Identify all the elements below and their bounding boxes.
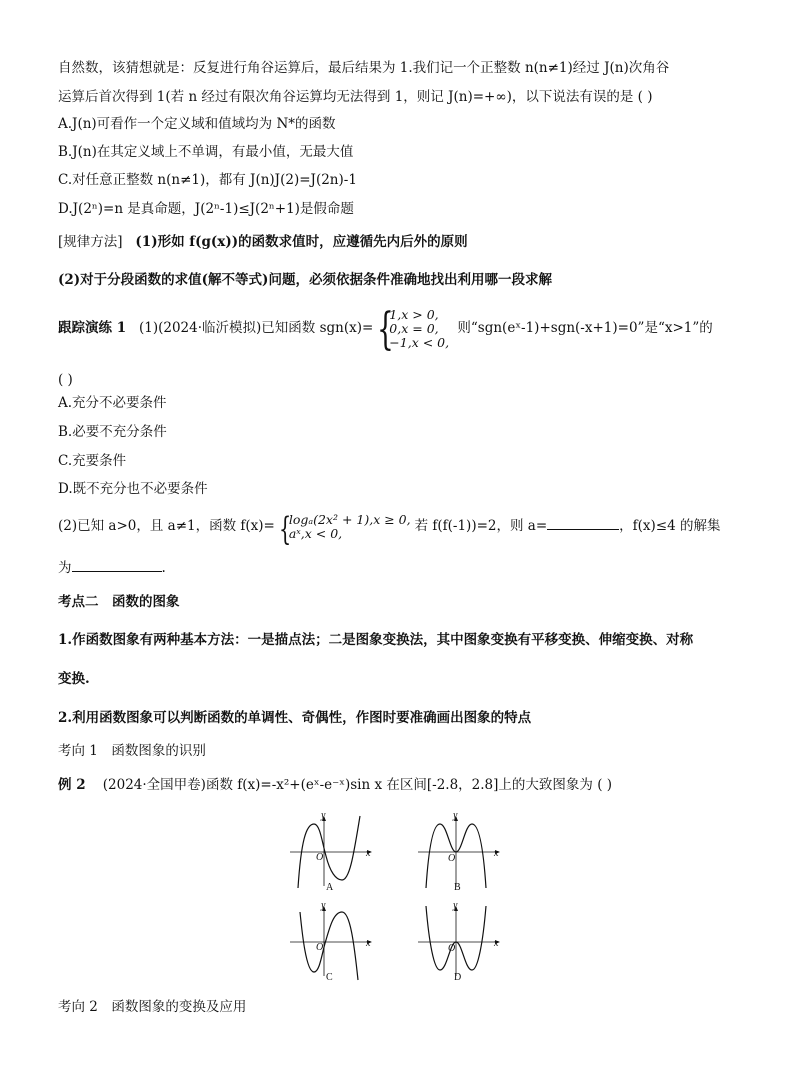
option-a: A.J(n)可看作一个定义域和值域均为 N*的函数	[58, 116, 336, 132]
graph-c-y-label: y	[321, 900, 326, 911]
direction-1: 考向 1 函数图象的识别	[58, 743, 206, 759]
graph-d-x-label: x	[494, 938, 499, 949]
graph-b-y-label: y	[453, 810, 458, 821]
rule-line1	[58, 232, 468, 252]
q2-line2	[58, 557, 166, 578]
point1-line1: 1.作函数图象有两种基本方法：一是描点法；二是图象变换法，其中图象变换有平移变换、伸缩变换、对称	[58, 632, 694, 648]
fx-row1: logₐ(2x² + 1),x ≥ 0,	[288, 511, 411, 527]
option-b: B.J(n)在其定义域上不单调，有最小值，无最大值	[58, 144, 354, 160]
option-d2: D.既不充分也不必要条件	[58, 481, 208, 497]
example-2-label: 例 2	[58, 777, 86, 793]
graph-d-origin: O	[448, 943, 456, 954]
point1-line2: 变换.	[58, 671, 90, 687]
option-d: D.J(2ⁿ)=n 是真命题，J(2ⁿ-1)≤J(2ⁿ+1)是假命题	[58, 201, 354, 217]
option-a2: A.充分不必要条件	[58, 395, 167, 411]
answer-blank-solution[interactable]	[72, 557, 162, 572]
q2-line2-label: 为	[58, 560, 72, 576]
graph-c[interactable]	[288, 902, 378, 986]
answer-blank-a[interactable]	[547, 515, 619, 530]
graph-c-letter: C	[326, 972, 333, 983]
fx-piecewise: { logₐ(2x² + 1),x ≥ 0, aˣ,x < 0,	[278, 509, 411, 548]
option-c: C.对任意正整数 n(n≠1)，都有 J(n)J(2)=J(2n)-1	[58, 172, 357, 188]
graph-b-x-label: x	[494, 848, 499, 859]
graph-d[interactable]	[416, 902, 506, 986]
graph-c-plot	[288, 902, 378, 986]
q2-end: ，f(x)≤4 的解集	[619, 518, 721, 534]
graph-a[interactable]	[288, 812, 378, 896]
option-c2: C.充要条件	[58, 453, 127, 469]
graph-b[interactable]	[416, 812, 506, 896]
track-practice-q2	[58, 509, 721, 548]
q2-mid: 若 f(f(-1))=2，则 a=	[414, 518, 548, 534]
answer-paren: ( )	[58, 372, 73, 388]
graph-c-origin: O	[316, 942, 324, 953]
track-q1-prefix: (1)(2024·临沂模拟)已知函数 sgn(x)=	[138, 320, 374, 336]
graph-b-plot	[416, 812, 506, 896]
track-practice-q1	[58, 303, 713, 355]
problem-text-line1: 自然数，该猜想就是：反复进行角谷运算后，最后结果为 1.我们记一个正整数 n(n≠1)经过 J(n)次角谷	[58, 60, 670, 76]
graph-c-x-label: x	[366, 938, 371, 949]
graph-b-letter: B	[454, 882, 461, 893]
q2-dot: .	[161, 560, 166, 576]
graph-a-x-label: x	[366, 848, 371, 859]
graph-b-origin: O	[448, 853, 456, 864]
example-2	[58, 775, 612, 795]
rule-1: (1)形如 f(g(x))的函数求值时，应遵循先内后外的原则	[135, 234, 468, 250]
graph-a-letter: A	[326, 882, 334, 893]
rule-2: (2)对于分段函数的求值(解不等式)问题，必须依据条件准确地找出利用哪一段求解	[58, 272, 552, 288]
sgn-row3: −1,x < 0,	[389, 334, 450, 350]
graph-d-y-label: y	[453, 900, 458, 911]
graph-a-origin: O	[316, 852, 324, 863]
sgn-row2: 0,x = 0,	[389, 320, 439, 336]
option-b2: B.必要不充分条件	[58, 424, 167, 440]
point2: 2.利用函数图象可以判断函数的单调性、奇偶性，作图时要准确画出图象的特点	[58, 710, 532, 726]
track-label: 跟踪演练 1	[58, 320, 127, 336]
example-2-text: (2024·全国甲卷)函数 f(x)=-x²+(eˣ-e⁻ˣ)sin x 在区间[-2.8，2.8]上的大致图象为 ( )	[102, 777, 613, 793]
track-q1-suffix: 则“sgn(eˣ-1)+sgn(-x+1)=0”是“x>1”的	[457, 320, 713, 336]
sgn-row1: 1,x > 0,	[389, 306, 439, 322]
graph-a-y-label: y	[321, 810, 326, 821]
graph-d-letter: D	[454, 972, 462, 983]
rule-prefix: [规律方法]	[58, 234, 123, 250]
direction-2: 考向 2 函数图象的变换及应用	[58, 999, 247, 1015]
q2-prefix: (2)已知 a>0，且 a≠1，函数 f(x)=	[58, 518, 275, 534]
fx-row2: aˣ,x < 0,	[288, 525, 343, 541]
sgn-piecewise: { 1,x > 0, 0,x = 0, −1,x < 0,	[377, 303, 450, 355]
problem-text-line2: 运算后首次得到 1(若 n 经过有限次角谷运算均无法得到 1，则记 J(n)=+∞)，以下说法有误的是 ( )	[58, 89, 653, 105]
section-title-2: 考点二 函数的图象	[58, 594, 180, 610]
